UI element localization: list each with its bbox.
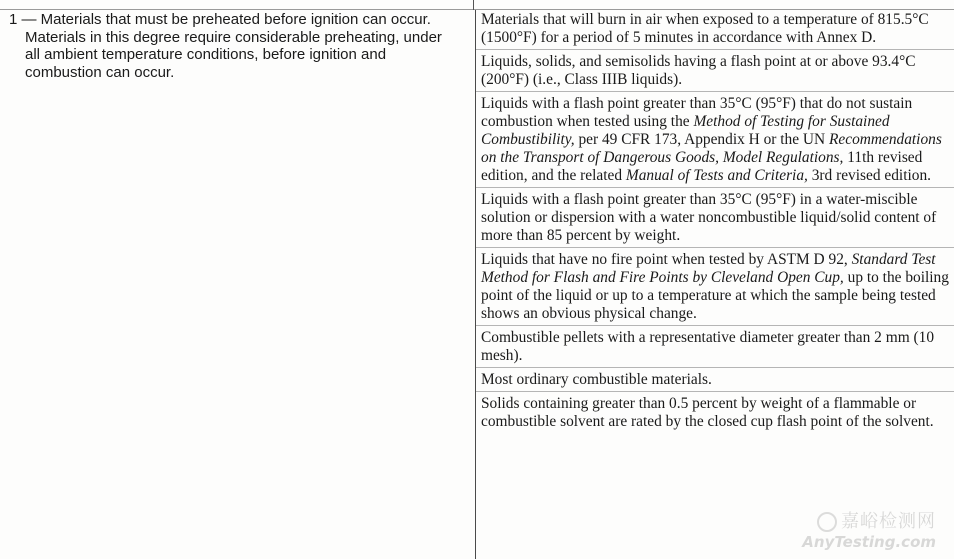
criteria-entry-text: Combustible pellets with a representative diameter greater than 2 mm (10 mesh). (481, 329, 935, 364)
criteria-entry (476, 95, 954, 188)
criteria-entry-text: 3rd revised edition. (807, 167, 931, 184)
criteria-entry-italic-text: Method of Testing for Sustained Combustibility, (481, 113, 890, 148)
criteria-entry-text: 11th revised edition, and the related (481, 149, 923, 184)
top-rule (0, 9, 954, 10)
watermark-chinese-text: 嘉峪检测网 (802, 507, 936, 533)
criteria-column (476, 11, 954, 436)
top-column-divider (473, 0, 474, 10)
criteria-entry (476, 11, 954, 50)
degree-description-text: 1 — Materials that must be preheated before ignition can occur. Materials in this degree require considerable preheating, under all ambient temperature conditions, before ignition and combustion can occur. (9, 11, 442, 81)
degree-description-cell (9, 11, 449, 81)
criteria-entry (476, 251, 954, 326)
criteria-entry-italic-text: Recommendations on the Transport of Dangerous Goods, Model Regulations, (481, 131, 942, 166)
watermark (802, 507, 936, 551)
criteria-entry-text: up to the boiling point of the liquid or up to a temperature at which the sample being tested shows an obvious physical change. (481, 269, 949, 322)
criteria-entry (476, 191, 954, 248)
criteria-entry-text: Materials that will burn in air when exposed to a temperature of 815.5°C (1500°F) for a period of 5 minutes in accordance with Annex D. (481, 11, 929, 46)
criteria-entry (476, 395, 954, 433)
criteria-entry-text: Liquids that have no fire point when tested by ASTM D 92, (481, 251, 852, 268)
criteria-entry-italic-text: Manual of Tests and Criteria, (625, 167, 808, 184)
criteria-entry-text: Liquids, solids, and semisolids having a flash point at or above 93.4°C (200°F) (i.e., Class IIIB liquids). (481, 53, 916, 88)
criteria-entry-text: Most ordinary combustible materials. (481, 371, 712, 388)
criteria-entry (476, 371, 954, 392)
criteria-entry-text: Solids containing greater than 0.5 percent by weight of a flammable or combustible solvent are rated by the closed cup flash point of the solvent. (481, 395, 934, 430)
watermark-english-text: AnyTesting.com (802, 533, 936, 551)
criteria-entry (476, 53, 954, 92)
criteria-entry-text: per 49 CFR 173, Appendix H or the UN (574, 131, 829, 148)
criteria-entry (476, 329, 954, 368)
watermark-logo-icon (817, 512, 837, 532)
criteria-entry-text: Liquids with a flash point greater than 35°C (95°F) that do not sustain combustion when tested using the (481, 95, 913, 130)
criteria-entry-italic-text: Standard Test Method for Flash and Fire Points by Cleveland Open Cup, (481, 251, 936, 286)
criteria-entry-text: Liquids with a flash point greater than 35°C (95°F) in a water-miscible solution or dispersion with a water noncombustible liquid/solid content of more than 85 percent by weight. (481, 191, 937, 244)
